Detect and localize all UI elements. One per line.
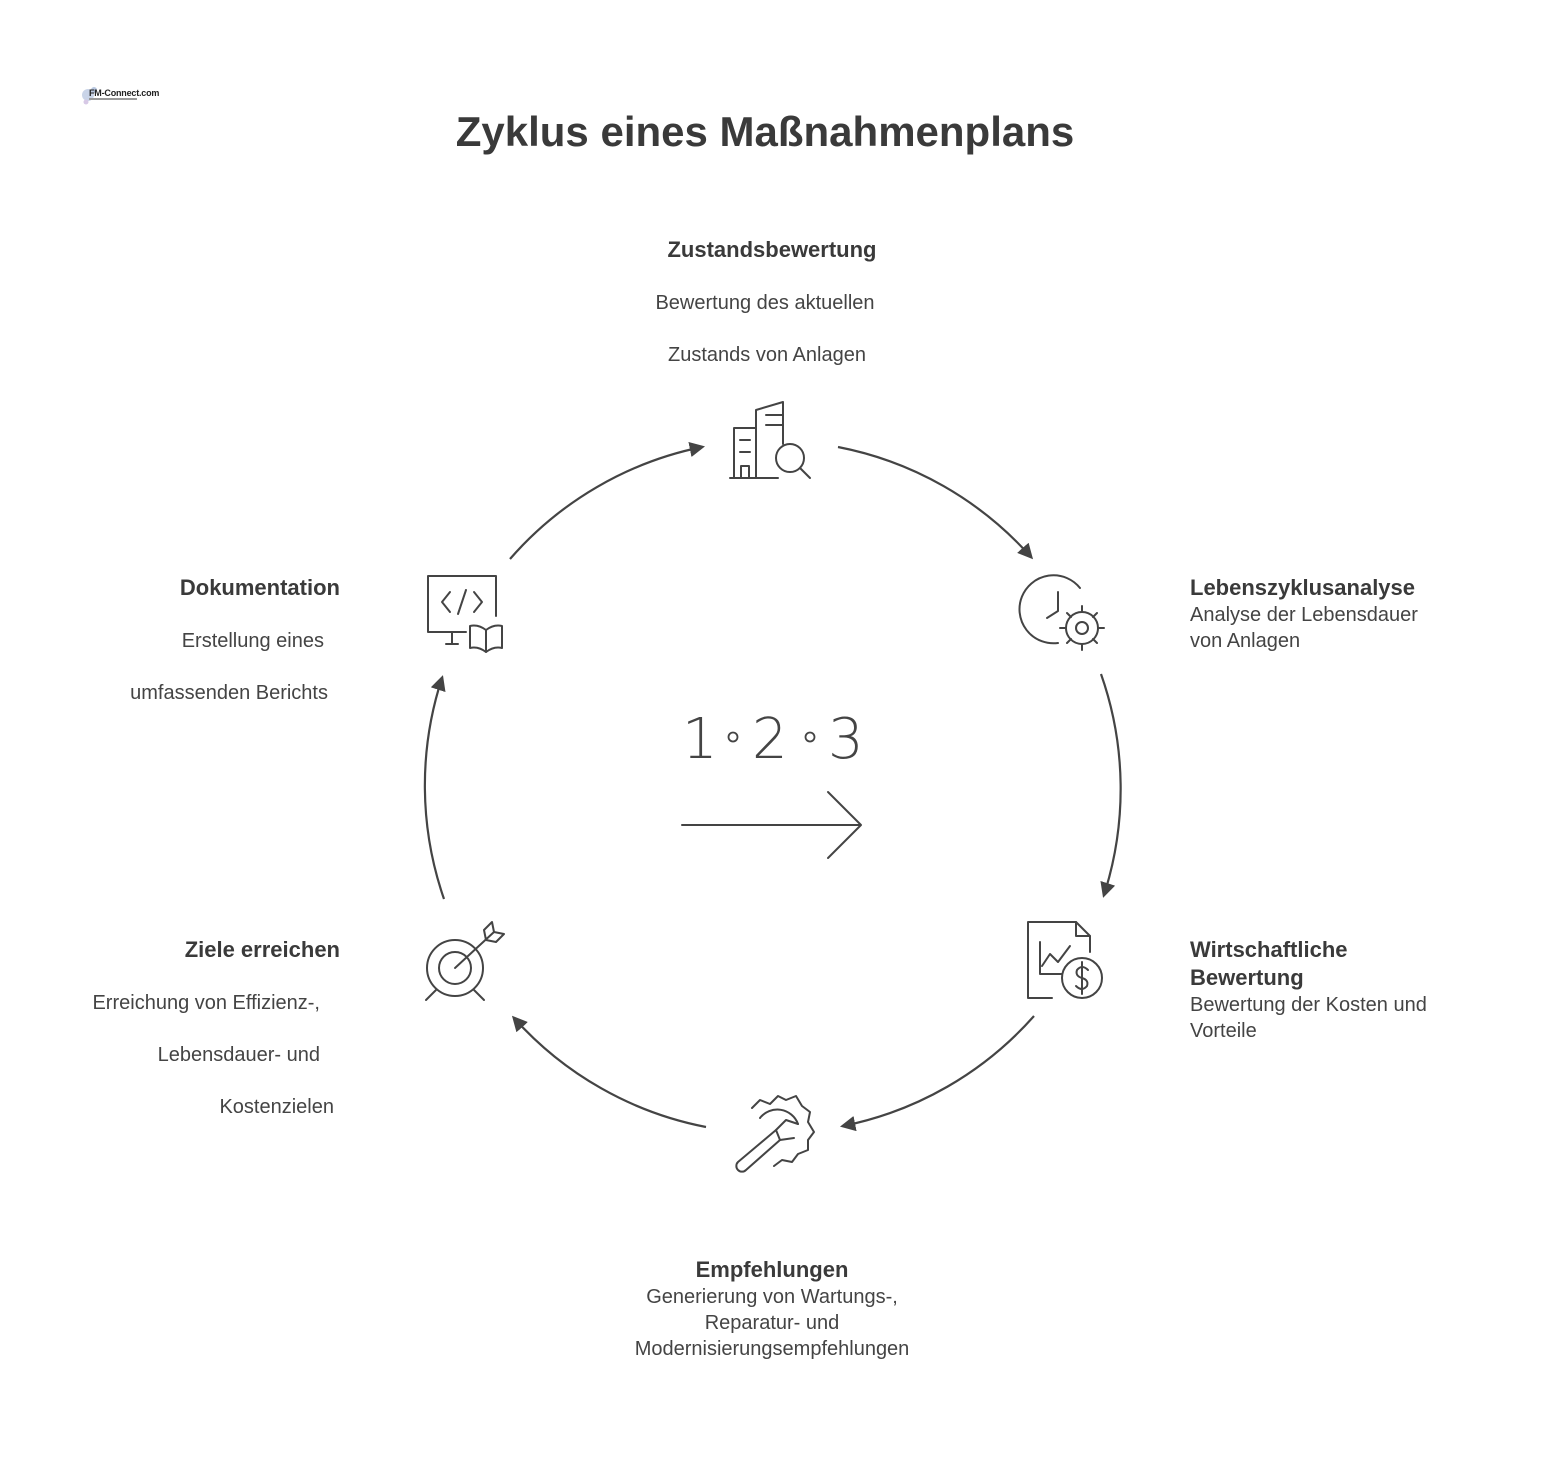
center-digit-3: 3 [828,707,864,772]
step-description [1190,992,1520,1044]
center-digit-1: 1 [682,707,718,772]
step-title: Lebenszyklusanalyse [1190,575,1416,600]
step-zustandsbewertung [572,236,972,394]
arrow-zustand-to-lebens [838,447,1031,557]
step-description-line: Analyse der Lebensdauer [1190,604,1418,626]
step-empfehlungen [560,1256,984,1362]
arrow-lebens-to-wirtschaft [1101,674,1121,895]
step-description-line: Erstellung eines [181,630,324,652]
step-description-line: Reparatur- und [704,1312,840,1334]
step-title-line: Wirtschaftliche [1190,937,1348,962]
target-arrow-icon [426,922,504,1000]
step-description [572,264,972,394]
step-description-line: Modernisierungsempfehlungen [634,1338,910,1360]
arrow-ziele-to-doku [425,678,444,899]
page-title: Zyklus eines Maßnahmenplans [455,108,1075,155]
center-digit-2: 2 [752,707,788,772]
step-description-line: Lebensdauer- und [157,1044,320,1066]
monitor-code-book-icon [428,576,502,652]
building-search-icon [730,402,810,478]
step-ziele-erreichen [40,936,340,1146]
step-description-line: Bewertung der Kosten und [1190,994,1427,1016]
step-description [40,964,340,1146]
step-description [560,1284,984,1362]
center-dot-2 [806,733,815,742]
step-description-line: Zustands von Anlagen [668,344,866,366]
wrench-gear-icon [736,1096,814,1172]
step-description-line: umfassenden Berichts [130,682,328,704]
document-chart-dollar-icon [1028,922,1102,998]
step-description [1190,602,1520,654]
step-description-line: Generierung von Wartungs-, [646,1286,898,1308]
center-dot-1 [729,733,738,742]
step-dokumentation [40,574,340,732]
step-description-line: Kostenzielen [219,1096,334,1118]
clock-gear-icon [1019,575,1104,650]
step-description-line: Erreichung von Effizienz-, [92,992,320,1014]
step-title-line: Bewertung [1190,965,1304,990]
center-arrow-right-icon [682,792,861,858]
logo-text: FM-Connect.com [89,88,160,98]
step-description-line: Bewertung des aktuellen [655,292,875,314]
step-title: Dokumentation [179,575,340,600]
step-wirtschaftliche-bewertung [1190,936,1520,1044]
step-description [40,602,340,732]
arrow-doku-to-zustand [510,447,702,559]
cycle-arrows [425,447,1121,1127]
arrow-wirtschaft-to-empf [843,1016,1034,1126]
center-graphic [682,707,864,858]
step-description-line: von Anlagen [1190,630,1301,652]
arrow-empf-to-ziele [514,1018,706,1127]
step-title: Ziele erreichen [184,937,340,962]
step-title: Zustandsbewertung [667,237,877,262]
step-title [1190,936,1520,992]
step-lebenszyklusanalyse [1190,574,1520,654]
step-title: Empfehlungen [695,1257,849,1282]
step-description-line: Vorteile [1190,1020,1257,1042]
